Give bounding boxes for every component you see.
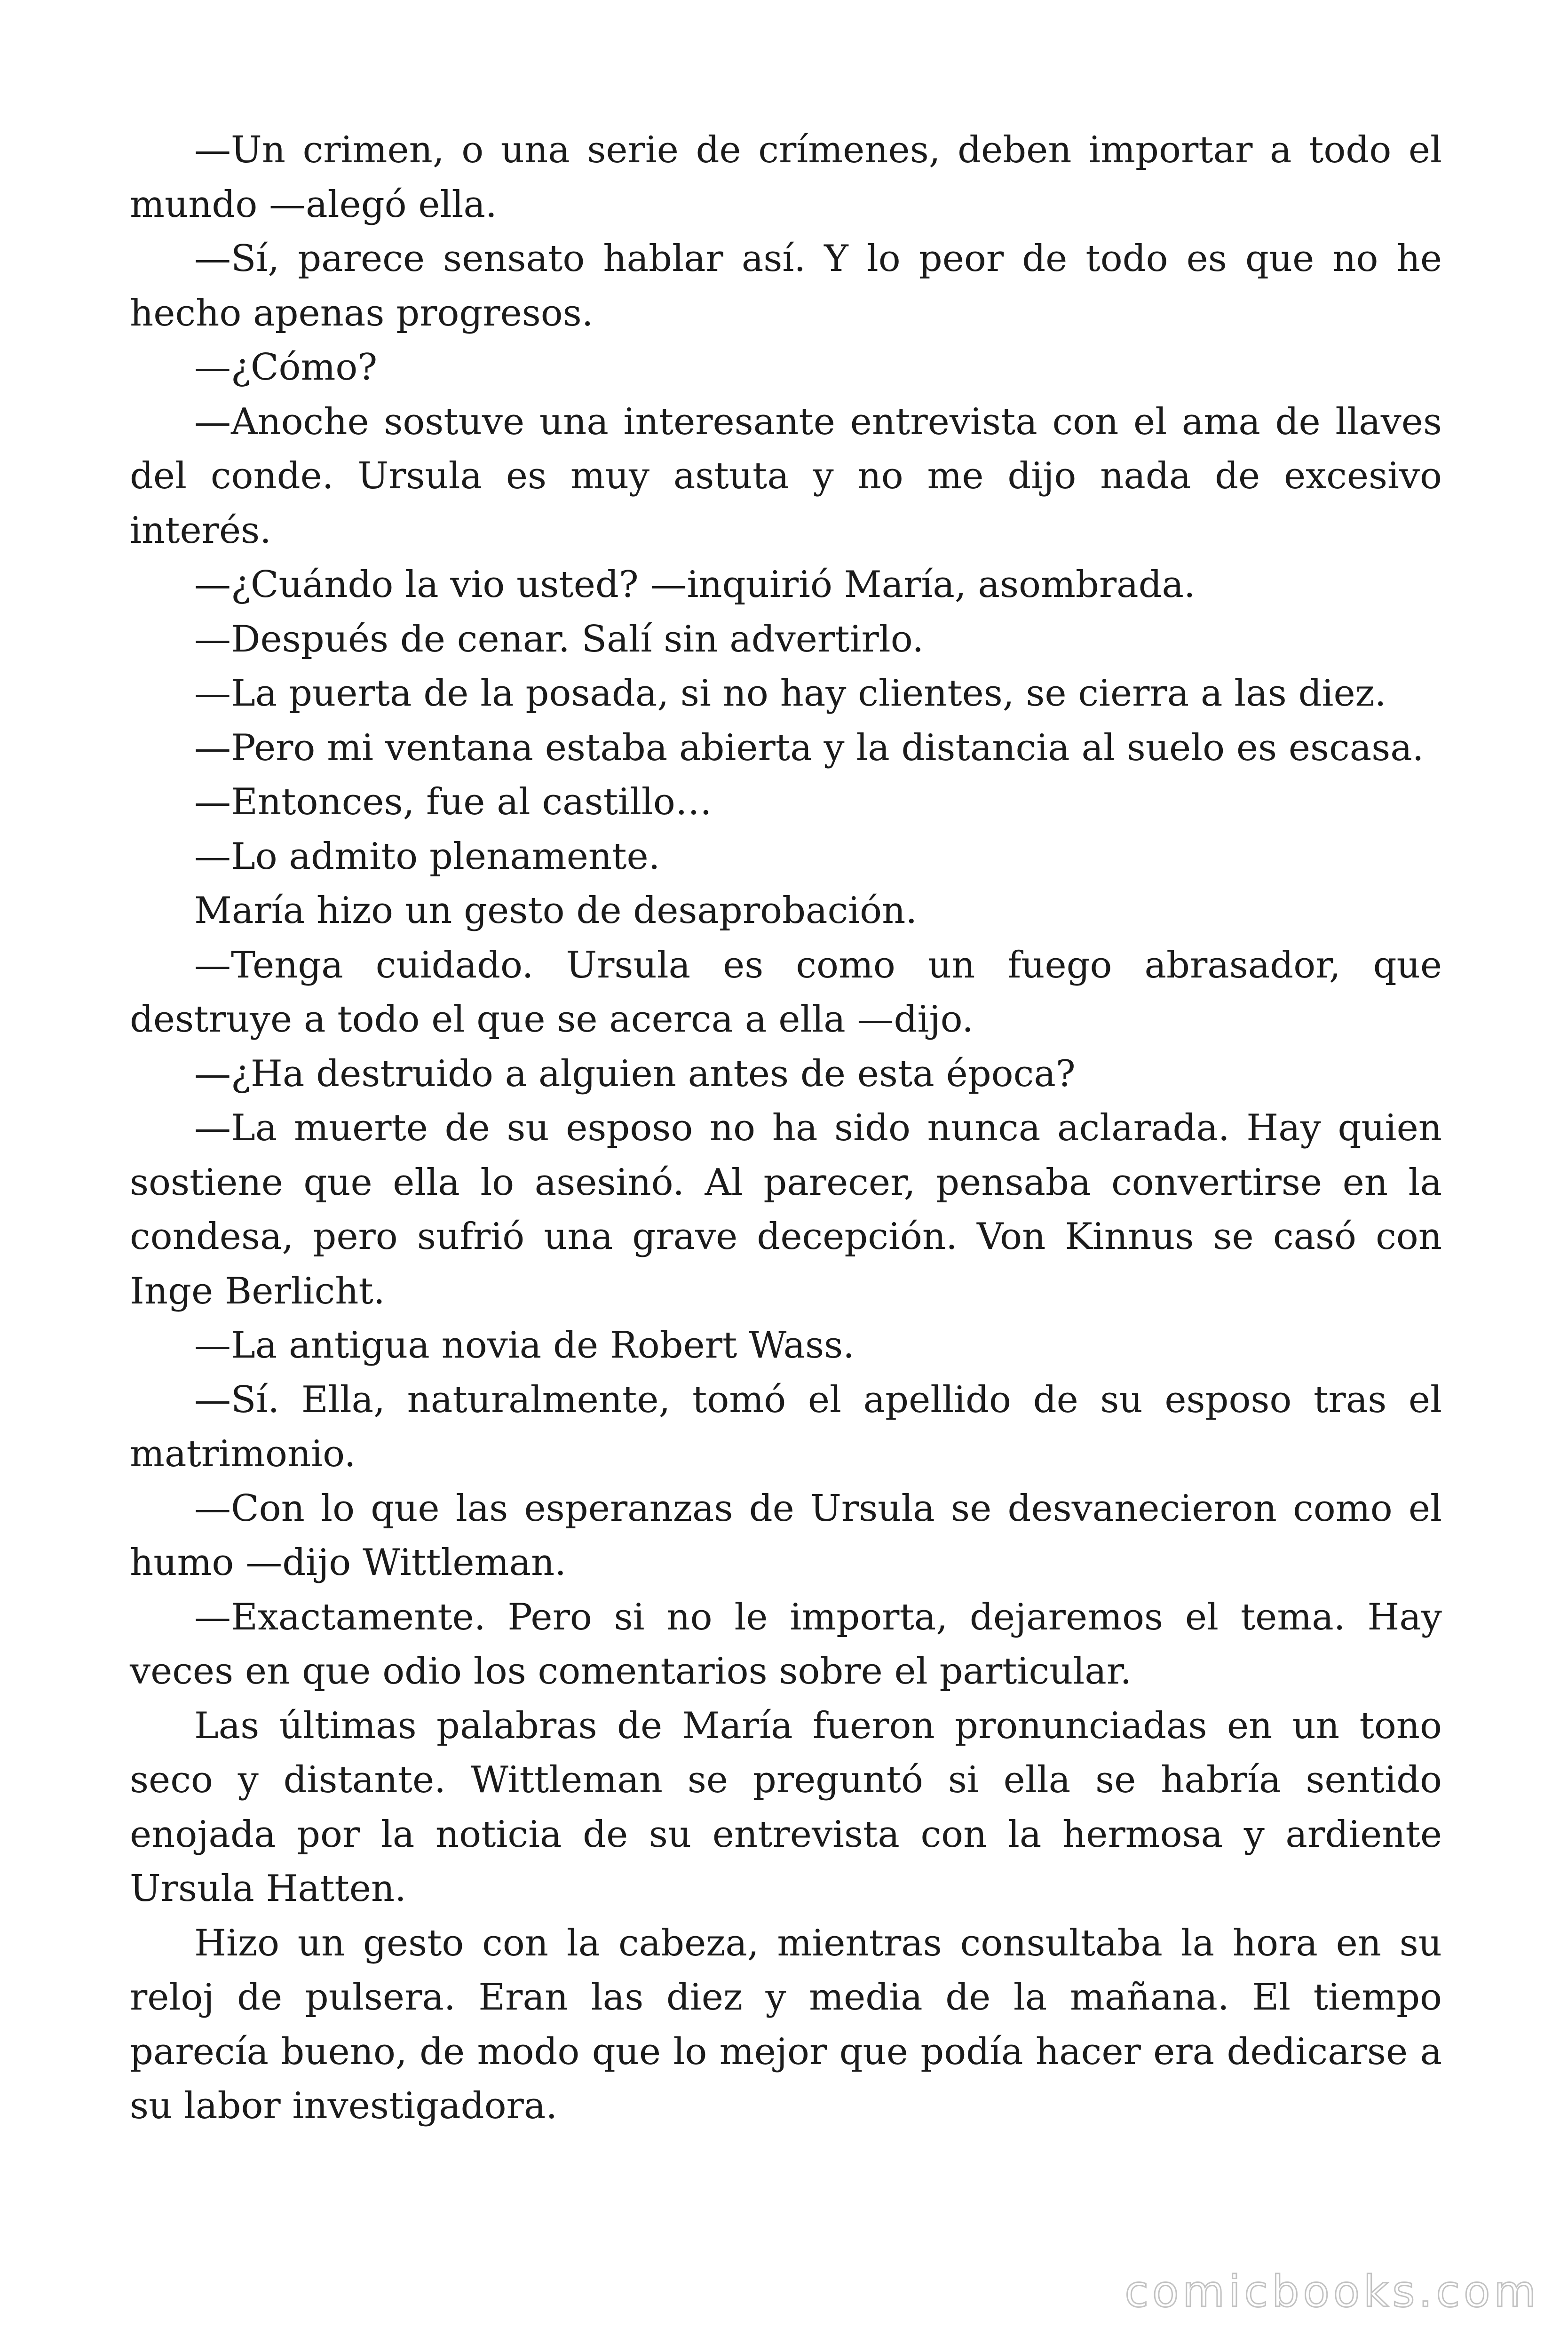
- paragraph: —La muerte de su esposo no ha sido nunca aclarada. Hay quien sostiene que ella lo asesinó. Al parecer, pensaba convertirse en la condesa, pero sufrió una grave decepción. Von Kinnus se casó con Inge Berlicht.: [130, 1107, 1442, 1312]
- paragraph: —Anoche sostuve una interesante entrevista con el ama de llaves del conde. Ursula es muy astuta y no me dijo nada de excesivo interés.: [130, 400, 1442, 552]
- paragraph: Las últimas palabras de María fueron pronunciadas en un tono seco y distante. Wittleman se preguntó si ella se habría sentido enojada por la noticia de su entrevista con la hermosa y ardiente Ursula Hatten.: [130, 1704, 1442, 1910]
- paragraph: —Pero mi ventana estaba abierta y la distancia al suelo es escasa.: [194, 726, 1424, 769]
- paragraph: María hizo un gesto de desaprobación.: [194, 890, 918, 932]
- paragraph: —Sí. Ella, naturalmente, tomó el apellido de su esposo tras el matrimonio.: [130, 1378, 1442, 1475]
- paragraph: —¿Cómo?: [194, 346, 378, 389]
- body-text: [130, 123, 1442, 2134]
- watermark: comicbooks.com: [1125, 2266, 1540, 2317]
- paragraph: —¿Cuándo la vio usted? —inquirió María, asombrada.: [194, 564, 1196, 606]
- paragraph: —Después de cenar. Salí sin advertirlo.: [194, 618, 924, 660]
- paragraph: —Exactamente. Pero si no le importa, dejaremos el tema. Hay veces en que odio los comentarios sobre el particular.: [130, 1596, 1442, 1692]
- paragraph: Hizo un gesto con la cabeza, mientras consultaba la hora en su reloj de pulsera. Eran las diez y media de la mañana. El tiempo parecía bueno, de modo que lo mejor que podía hacer era dedicarse a su labor investigadora.: [130, 1922, 1442, 2127]
- paragraph: —Tenga cuidado. Ursula es como un fuego abrasador, que destruye a todo el que se acerca a ella —dijo.: [130, 944, 1442, 1041]
- paragraph: —La puerta de la posada, si no hay clientes, se cierra a las diez.: [194, 672, 1386, 715]
- paragraph: —Entonces, fue al castillo…: [194, 781, 712, 823]
- paragraph: —Sí, parece sensato hablar así. Y lo peor de todo es que no he hecho apenas progresos.: [130, 238, 1442, 334]
- paragraph: —La antigua novia de Robert Wass.: [194, 1324, 855, 1367]
- paragraph: —Lo admito plenamente.: [194, 835, 660, 878]
- paragraph: —Un crimen, o una serie de crímenes, deben importar a todo el mundo —alegó ella.: [130, 129, 1442, 226]
- paragraph: —Con lo que las esperanzas de Ursula se desvanecieron como el humo —dijo Wittleman.: [130, 1487, 1442, 1584]
- paragraph: —¿Ha destruido a alguien antes de esta época?: [194, 1052, 1076, 1095]
